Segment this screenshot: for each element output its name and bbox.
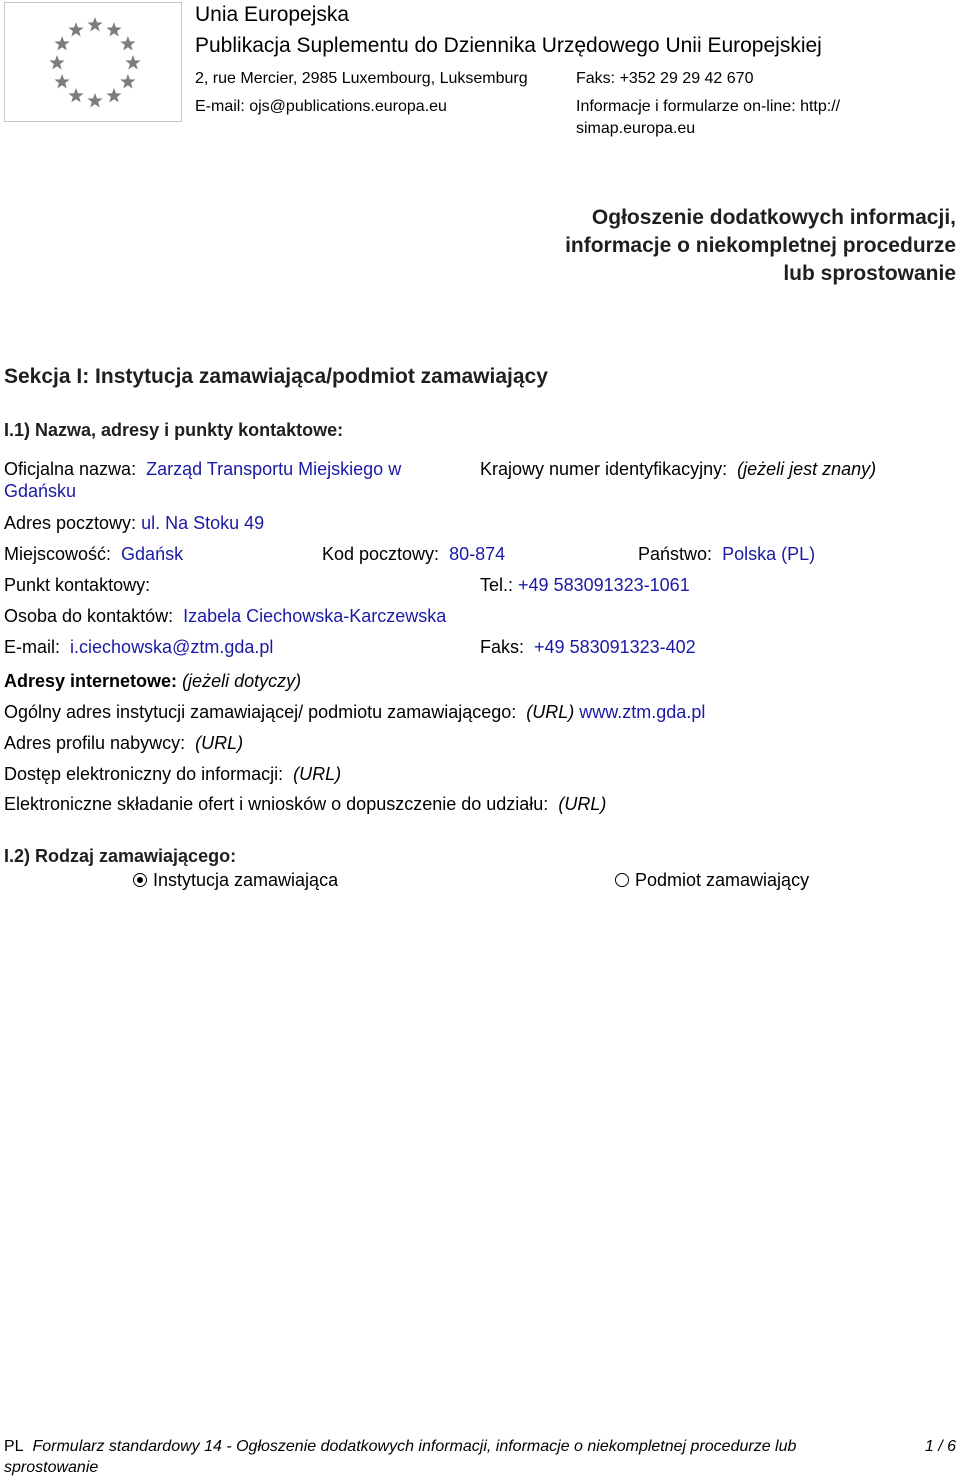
header-email: E-mail: ojs@publications.europa.eu [195, 98, 447, 115]
eu-star-icon [120, 74, 135, 88]
postal-label: Adres pocztowy: [4, 513, 137, 533]
email-label: E-mail: [4, 637, 61, 657]
eu-star-icon [49, 55, 64, 69]
fax-field [480, 636, 696, 658]
eu-logo [4, 2, 182, 122]
city-label: Miejscowość: [4, 544, 112, 564]
notice-title: Ogłoszenie dodatkowych informacji, informacje o niekompletnej procedurze lub sprostowanie [565, 206, 956, 285]
contact-point-label: Punkt kontaktowy: [4, 575, 151, 595]
postal-field [4, 512, 264, 534]
official-name-value: Zarząd Transportu Miejskiego w Gdańsku [4, 459, 402, 501]
postcode-value: 80-874 [449, 544, 506, 564]
footer-lang: PL [4, 1438, 24, 1455]
electronic-access-field [4, 763, 341, 785]
contact-person-field [4, 605, 446, 627]
general-address-value: www.ztm.gda.pl [579, 702, 706, 722]
general-address-label: Ogólny adres instytucji zamawiającej/ podmiotu zamawiającego: [4, 702, 517, 722]
electronic-submission-field [4, 793, 606, 815]
national-id-label: Krajowy numer identyfikacyjny: [480, 459, 728, 479]
header-info-line1: Informacje i formularze on-line: http:// [576, 98, 841, 115]
electronic-submission-label: Elektroniczne składanie ofert i wniosków o dopuszczenie do udziału: [4, 794, 549, 814]
footer-page-number: 1 / 6 [924, 1438, 956, 1455]
section-heading: Sekcja I: Instytucja zamawiająca/podmiot zamawiający [4, 365, 548, 388]
header-info-line2: simap.europa.eu [576, 120, 696, 137]
official-name-field [4, 458, 454, 502]
footer-form-line1: Formularz standardowy 14 - Ogłoszenie dodatkowych informacji, informacje o niekompletnej procedurze lub [32, 1438, 797, 1455]
country-label: Państwo: [638, 544, 713, 564]
buyer-profile-label: Adres profilu nabywcy: [4, 733, 186, 753]
header-address: 2, rue Mercier, 2985 Luxembourg, Luksemburg [195, 70, 528, 87]
contact-person-value: Izabela Ciechowska-Karczewska [183, 606, 447, 626]
country-field [638, 543, 815, 565]
tel-label: Tel.: [480, 575, 514, 595]
eu-star-icon [87, 17, 102, 31]
postcode-field [322, 543, 505, 565]
electronic-access-label: Dostęp elektroniczny do informacji: [4, 764, 284, 784]
city-value: Gdańsk [121, 544, 184, 564]
radio-contracting-authority-label: Instytucja zamawiająca [153, 870, 339, 890]
header-fax: Faks: +352 29 29 42 670 [576, 70, 754, 87]
buyer-profile-url-tag: (URL) [195, 733, 244, 753]
fax-label: Faks: [480, 637, 525, 657]
subsection-1-1: I.1) Nazwa, adresy i punkty kontaktowe: [4, 420, 344, 440]
radio-contracting-entity-label: Podmiot zamawiający [635, 870, 810, 890]
radio-unselected-icon [615, 873, 629, 887]
header-publication: Publikacja Suplementu do Dziennika Urzędowego Unii Europejskiej [195, 34, 822, 57]
eu-star-icon [87, 93, 102, 107]
eu-star-icon [106, 88, 121, 102]
contact-person-label: Osoba do kontaktów: [4, 606, 174, 626]
eu-star-icon [68, 88, 83, 102]
eu-star-icon [120, 36, 135, 50]
header-org: Unia Europejska [195, 3, 350, 26]
general-address-field [4, 701, 705, 723]
eu-star-icon [125, 55, 140, 69]
eu-stars-icon [5, 3, 183, 123]
radio-contracting-entity[interactable] [615, 869, 809, 891]
national-id-note: (jeżeli jest znany) [737, 459, 877, 479]
fax-value: +49 583091323-402 [534, 637, 696, 657]
city-field [4, 543, 183, 565]
buyer-profile-field [4, 732, 243, 754]
tel-value: +49 583091323-1061 [518, 575, 690, 595]
email-field [4, 636, 273, 658]
subsection-1-2: I.2) Rodzaj zamawiającego: [4, 846, 237, 866]
national-id-field [480, 458, 880, 480]
postcode-label: Kod pocztowy: [322, 544, 440, 564]
email-value: i.ciechowska@ztm.gda.pl [70, 637, 274, 657]
internet-heading [4, 670, 301, 692]
radio-contracting-authority[interactable] [133, 869, 338, 891]
tel-field [480, 574, 690, 596]
footer-form [4, 1436, 796, 1457]
internet-note: (jeżeli dotyczy) [182, 671, 302, 691]
footer-form-line2: sprostowanie [4, 1459, 99, 1476]
electronic-submission-url-tag: (URL) [558, 794, 607, 814]
eu-star-icon [106, 22, 121, 36]
internet-label: Adresy internetowe: [4, 671, 178, 691]
electronic-access-url-tag: (URL) [293, 764, 342, 784]
eu-star-icon [54, 74, 69, 88]
eu-star-icon [68, 22, 83, 36]
postal-value: ul. Na Stoku 49 [141, 513, 265, 533]
country-value: Polska (PL) [722, 544, 816, 564]
official-name-label: Oficjalna nazwa: [4, 459, 137, 479]
radio-selected-icon [133, 873, 147, 887]
general-address-url-tag: (URL) [526, 702, 575, 722]
eu-star-icon [54, 36, 69, 50]
